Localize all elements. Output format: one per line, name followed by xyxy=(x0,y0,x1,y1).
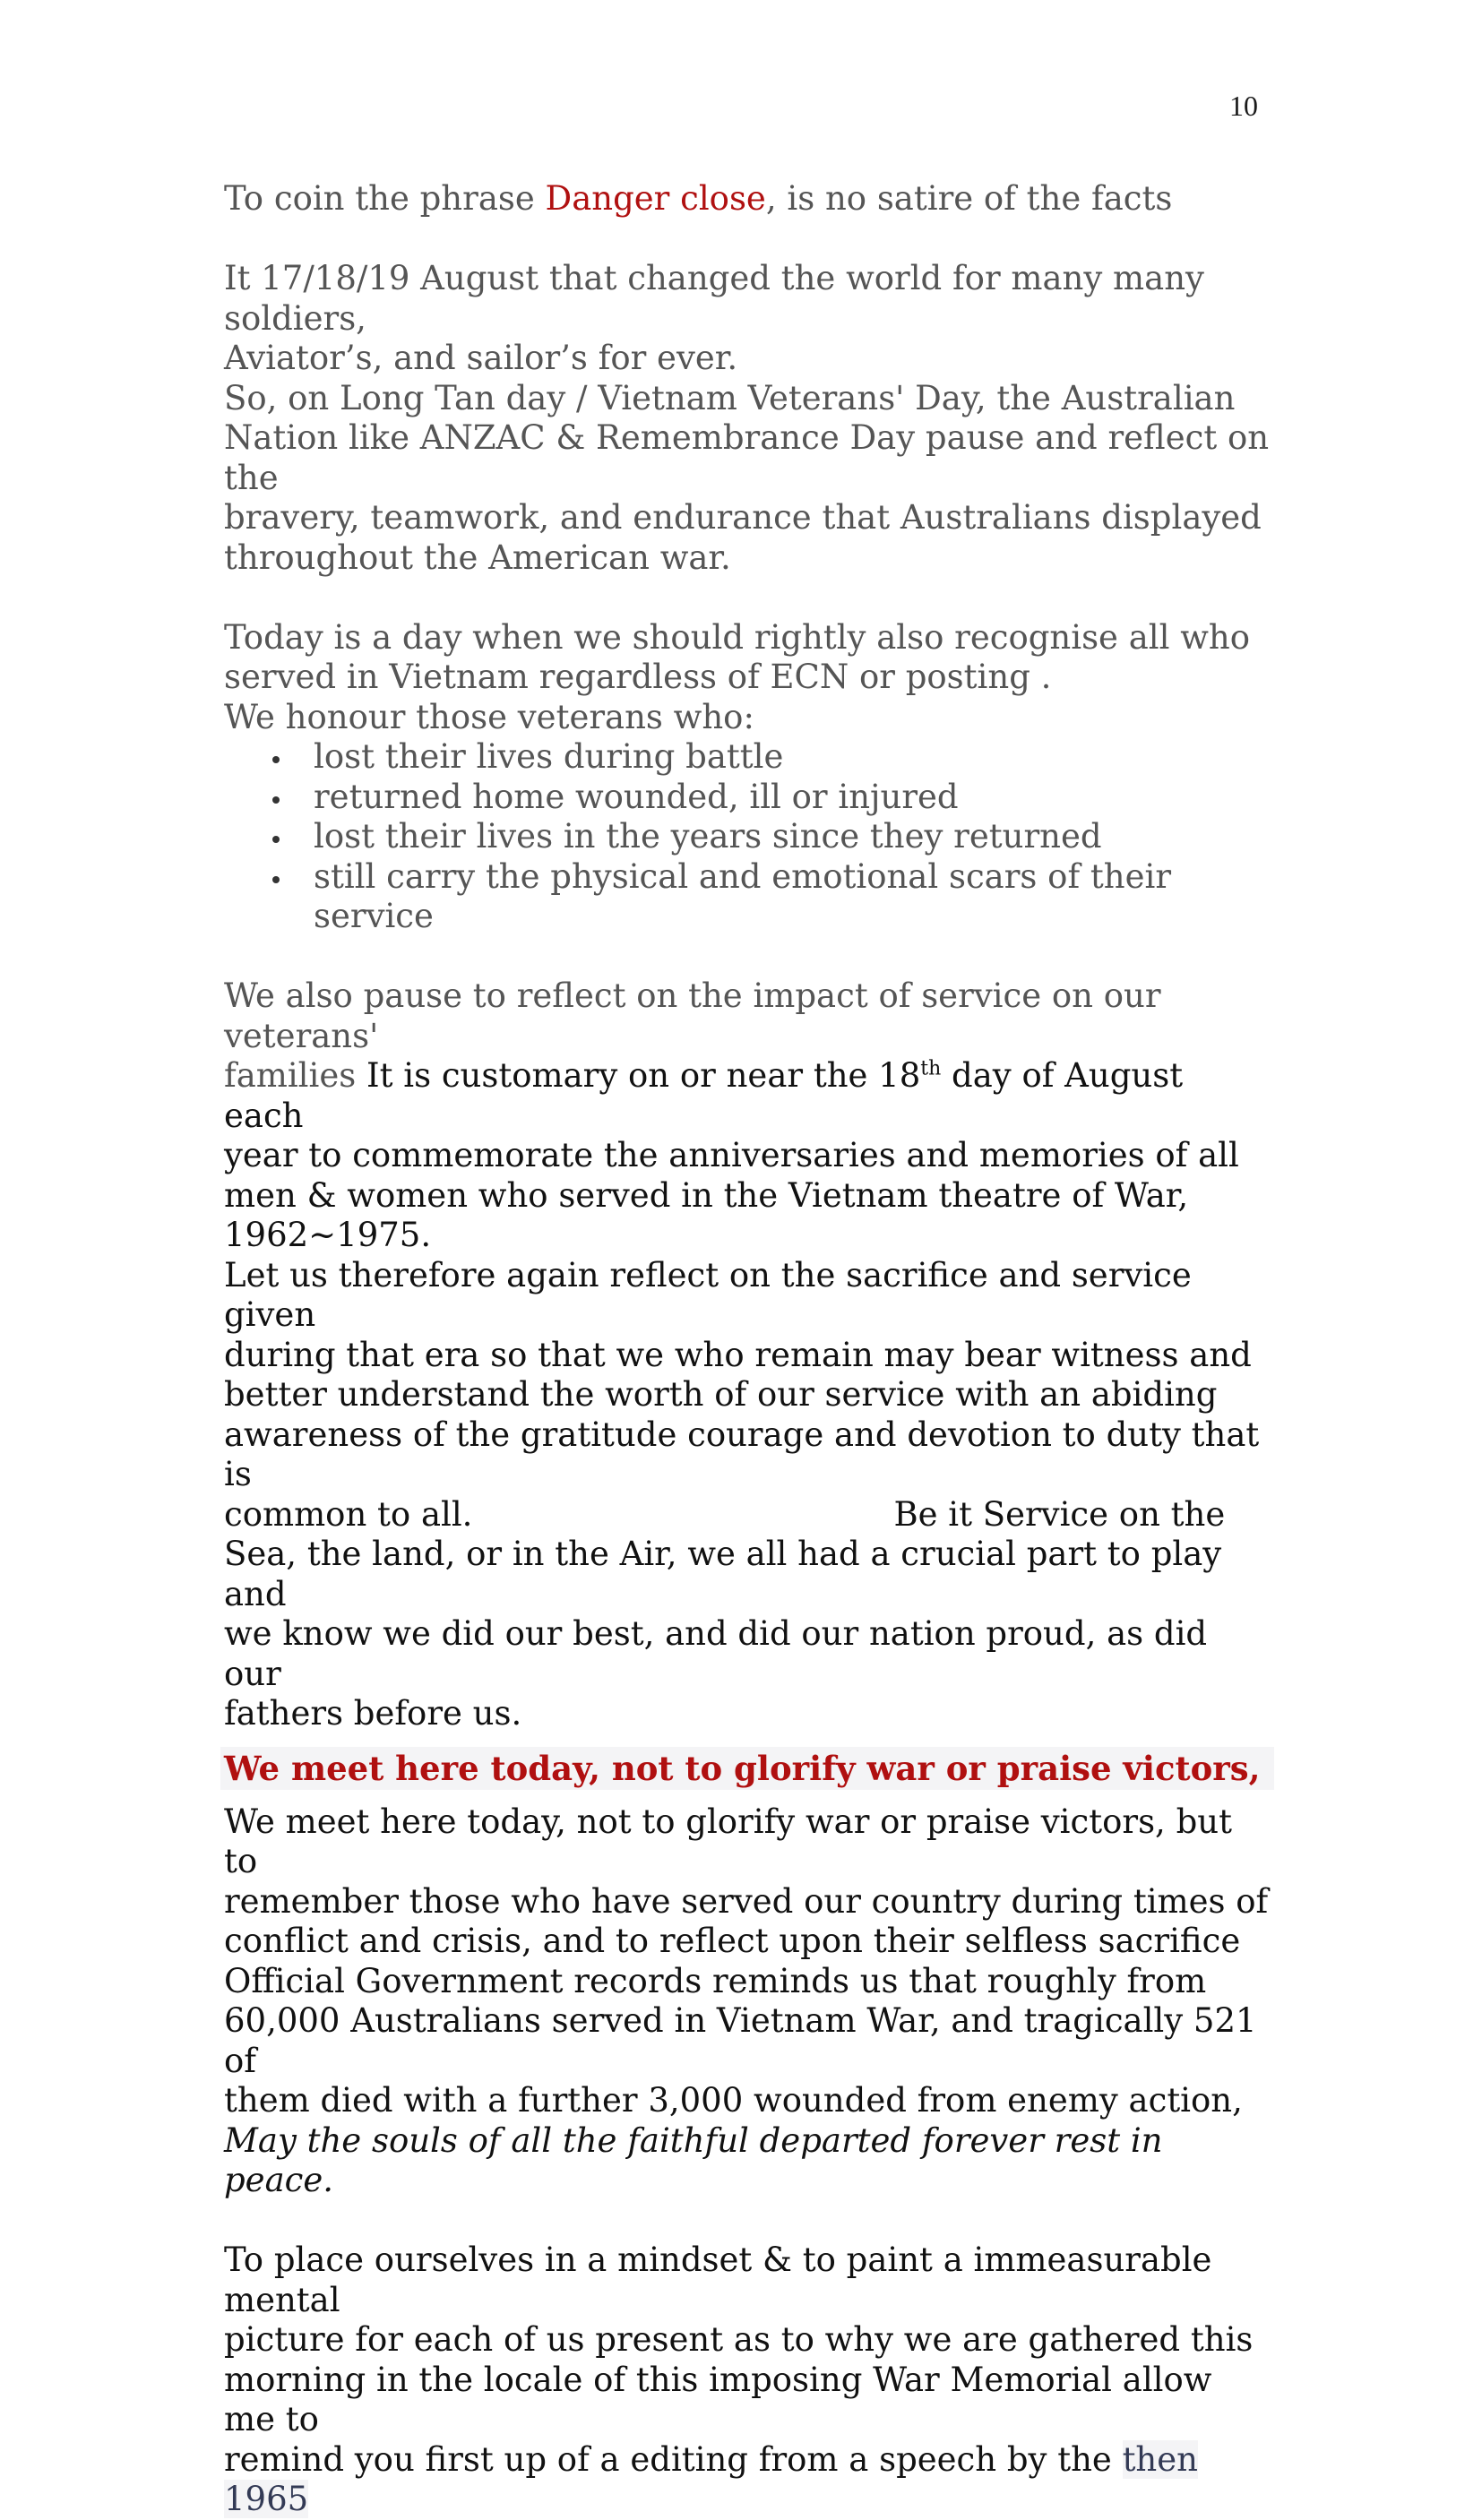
paragraph-line: better understand the worth of our service with an abiding xyxy=(224,1375,1218,1414)
intro-suffix: , is no satire of the facts xyxy=(765,179,1173,218)
paragraph-line: It 17/18/19 August that changed the world for many many soldiers, xyxy=(224,259,1204,338)
paragraph-line: morning in the locale of this imposing War Memorial allow me to xyxy=(224,2360,1212,2438)
paragraph-families xyxy=(224,976,1272,1734)
danger-close-phrase: Danger close xyxy=(545,179,766,218)
bullet-item: still carry the physical and emotional scars of their service xyxy=(224,857,1272,937)
veterans-bullet-list xyxy=(224,737,1272,937)
paragraph-line: Sea, the land, or in the Air, we all had a crucial part to play and xyxy=(224,1535,1222,1613)
bullet-item: returned home wounded, ill or injured xyxy=(224,778,1272,818)
paragraph-line: We honour those veterans who: xyxy=(224,697,754,736)
paragraph-line: Let us therefore again reflect on the sacrifice and service given xyxy=(224,1255,1192,1334)
paragraph-line: families It is customary on or near the 18th day of August each xyxy=(224,1056,1184,1135)
paragraph-line: So, on Long Tan day / Vietnam Veterans' Day, the Australian xyxy=(224,378,1236,417)
paragraph-line: Nation like ANZAC & Remembrance Day pause and reflect on the xyxy=(224,418,1270,497)
intro-prefix: To coin the phrase xyxy=(224,179,546,218)
paragraph-mindset xyxy=(224,2240,1272,2520)
paragraph-line: 60,000 Australians served in Vietnam War, and tragically 521 of xyxy=(224,2001,1257,2080)
paragraph-line: served in Vietnam regardless of ECN or posting . xyxy=(224,658,1052,696)
paragraph-line: Aviator’s, and sailor’s for ever. xyxy=(224,339,738,377)
paragraph-today xyxy=(224,618,1272,738)
paragraph-line: remember those who have served our country during times of xyxy=(224,1881,1269,1921)
page-number: 10 xyxy=(1229,90,1258,122)
paragraph-line: conflict and crisis, and to reflect upon their selfless sacrifice xyxy=(224,1922,1241,1960)
paragraph-line: Official Government records reminds us that roughly from xyxy=(224,1961,1207,2000)
prayer-line: May the souls of all the faithful departed forever rest in peace. xyxy=(224,2120,1163,2199)
paragraph-line: bravery, teamwork, and endurance that Australians displayed xyxy=(224,498,1262,537)
paragraph-line: awareness of the gratitude courage and devotion to duty that is xyxy=(224,1415,1260,1493)
section-heading: We meet here today, not to glorify war or praise victors, xyxy=(220,1747,1274,1790)
paragraph-line: To place ourselves in a mindset & to paint a immeasurable mental xyxy=(224,2240,1212,2319)
paragraph-line: We meet here today, not to glorify war or praise victors, but to xyxy=(224,1802,1232,1880)
paragraph-line: picture for each of us present as to why we are gathered this xyxy=(224,2320,1254,2359)
paragraph-line: 1962~1975. xyxy=(224,1216,432,1254)
then-1965-highlight: then 1965 xyxy=(224,2439,1198,2518)
paragraph-august xyxy=(224,259,1272,578)
families-word: families xyxy=(224,1056,357,1095)
bullet-item: lost their lives during battle xyxy=(224,737,1272,778)
paragraph-line: year to commemorate the anniversaries and memories of all xyxy=(224,1136,1239,1174)
paragraph-line: common to all. Be it Service on the xyxy=(224,1494,1226,1534)
paragraph-line: men & women who served in the Vietnam theatre of War, xyxy=(224,1175,1189,1215)
bullet-item: lost their lives in the years since they returned xyxy=(224,817,1272,857)
paragraph-line: Today is a day when we should rightly also recognise all who xyxy=(224,617,1250,657)
ordinal-suffix: th xyxy=(920,1057,942,1080)
paragraph-line: we know we did our best, and did our nation proud, as did our xyxy=(224,1614,1208,1693)
paragraph-line: remind you first up of a editing from a speech by the then 1965 xyxy=(224,2439,1198,2518)
paragraph-line: fathers before us. xyxy=(224,1694,522,1733)
paragraph-line: We also pause to reflect on the impact of service on our veterans' xyxy=(224,976,1161,1055)
paragraph-meet xyxy=(224,1802,1272,2201)
paragraph-line: during that era so that we who remain may bear witness and xyxy=(224,1335,1252,1374)
paragraph-line: them died with a further 3,000 wounded from enemy action, xyxy=(224,2081,1243,2120)
paragraph-line: throughout the American war. xyxy=(224,538,731,577)
intro-line xyxy=(224,179,1272,219)
page-content xyxy=(224,179,1272,2520)
